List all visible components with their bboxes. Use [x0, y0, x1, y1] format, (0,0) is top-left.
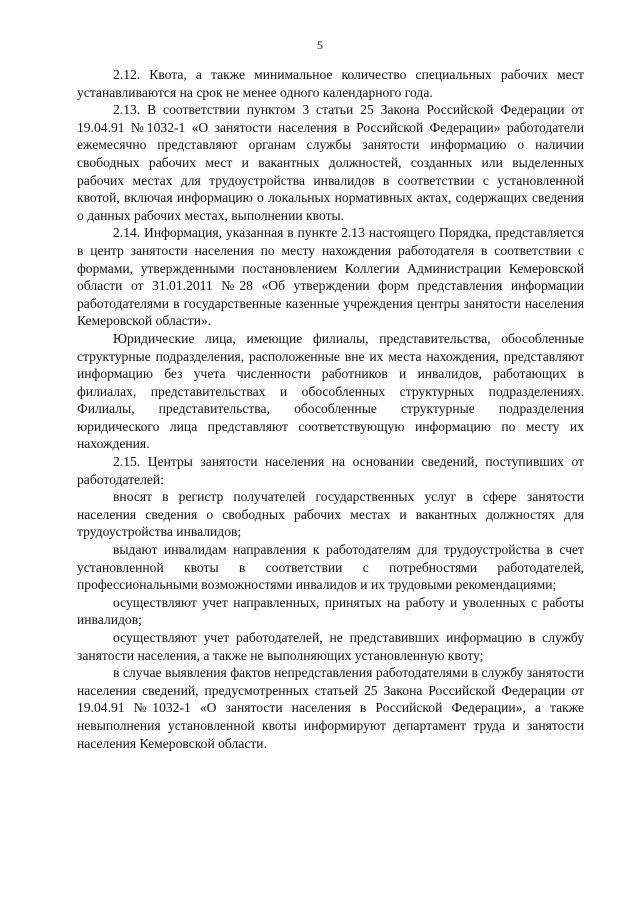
paragraph-2-13: 2.13. В соответствии пунктом 3 статьи 25 Закона Российской Федерации от 19.04.91 №1032-1 «О занятости населения в Российской Федерации» работодатели ежемесячно представляют органам службы занятости информацию о наличии свободных рабочих мест и вакантных должностей, созданных или выделенных рабочих местах для трудоустройства инвалидов в соответствии с установленной квотой, включая информацию о локальных нормативных актах, содержащих сведения о данных рабочих местах, выполнении квоты.	[77, 102, 584, 223]
paragraph-accounting-employers: осуществляют учет работодателей, не представивших информацию в службу занятости населения, а также не выполняющих установленную квоту;	[77, 630, 584, 663]
paragraph-2-12: 2.12. Квота, а также минимальное количество специальных рабочих мест устанавливаются на срок не менее одного календарного года.	[77, 67, 584, 100]
paragraph-referrals: выдают инвалидам направления к работодателям для трудоустройства в счет установленной квоты в соответствии с потребностями работодателей, профессиональными возможностями инвалидов и их трудовыми рекомендациями;	[77, 542, 584, 593]
paragraph-informing: в случае выявления фактов непредставления работодателями в службу занятости населения сведений, предусмотренных статьей 25 Закона Российской Федерации от 19.04.91 №1032-1 «О занятости населения в Российской Федерации», а также невыполнения установленной квоты информируют департамент труда и занятости населения Кемеровской области.	[77, 665, 584, 751]
paragraph-legal-entities: Юридические лица, имеющие филиалы, представительства, обособленные структурные подразделения, расположенные вне их места нахождения, представляют информацию без учета численности работников и инвалидов, работающих в филиалах, представительствах и обособленных структурных подразделениях. Филиалы, представительства, обособленные структурные подразделения юридического лица представляют соответствующую информацию по месту их нахождения.	[77, 330, 584, 452]
paragraph-register: вносят в регистр получателей государственных услуг в сфере занятости населения сведения о свободных рабочих местах и вакантных должностях для трудоустройства инвалидов;	[77, 489, 584, 540]
page-number: 5	[317, 38, 323, 52]
paragraph-accounting-disabled: осуществляют учет направленных, принятых на работу и уволенных с работы инвалидов;	[77, 594, 584, 628]
document-body	[77, 66, 584, 752]
paragraph-2-15: 2.15. Центры занятости населения на основании сведений, поступивших от работодателей:	[77, 454, 584, 487]
paragraph-2-14: 2.14. Информация, указанная в пункте 2.13 настоящего Порядка, представляется в центр занятости населения по месту нахождения работодателя в соответствии с формами, утвержденными постановлением Коллегии Администрации Кемеровской области от 31.01.2011 №28 «Об утверждении форм представления информации работодателями в государственные казенные учреждения центры занятости населения Кемеровской области».	[77, 225, 584, 329]
